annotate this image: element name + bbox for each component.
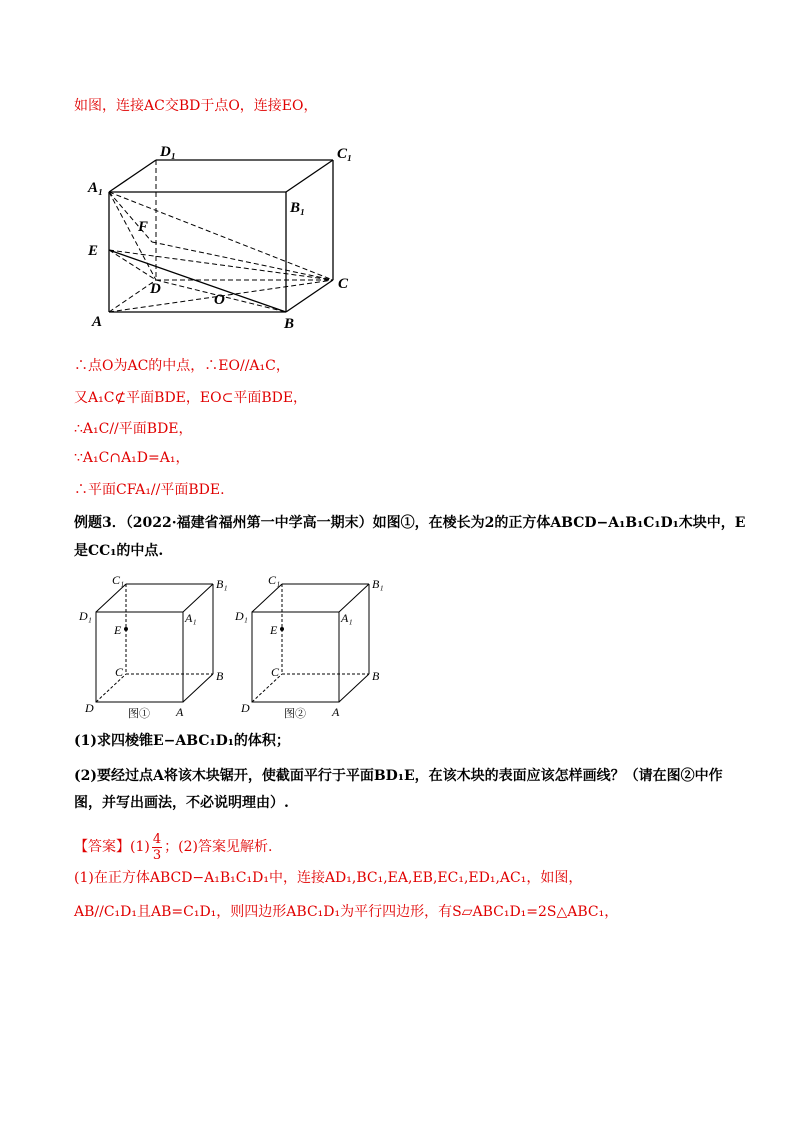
fig2-label-D1: D₁: [79, 609, 92, 623]
fig3-label-B: B: [372, 669, 380, 683]
solution-line-parallel: ∴A₁C//平面BDE，: [74, 421, 193, 437]
figure-cube-1: [76, 572, 226, 722]
question-2: (2)要经过点A将该木块锯开，使截面平行于平面BD₁E，在该木块的表面应该怎样画线？（请在图②中作: [74, 768, 723, 784]
fig2-label-B1: B₁: [216, 577, 228, 591]
example-3-title: 例题3．（2022·福建省福州第一中学高一期末）如图①，在棱长为2的正方体ABCD−A₁B₁C₁D₁木块中，E: [74, 515, 746, 531]
solution-part1-line1: (1)在正方体ABCD−A₁B₁C₁D₁中，连接AD₁,BC₁,EA,EB,EC₁,ED₁,AC₁，如图，: [74, 870, 583, 886]
fig2-label-A: A: [176, 705, 184, 719]
label-D1: D₁: [160, 144, 177, 160]
solution-line-intersection: ∵A₁C∩A₁D=A₁，: [74, 450, 190, 466]
fig2-caption: 图①: [128, 708, 150, 720]
fig3-label-B1: B₁: [372, 577, 384, 591]
fig2-label-B: B: [216, 669, 224, 683]
fig3-label-D1: D₁: [235, 609, 248, 623]
answer-suffix: ；(2)答案见解析.: [164, 839, 273, 855]
answer-fraction-numerator: 4: [152, 831, 162, 847]
fig2-label-D: D: [85, 701, 94, 715]
label-E: E: [88, 243, 99, 259]
answer-fraction: [152, 832, 162, 863]
label-A: A: [92, 314, 103, 330]
solution-line-connect: 如图，连接AC交BD于点O，连接EO，: [74, 98, 318, 114]
fig3-label-C1: C₁: [268, 573, 281, 587]
question-1: (1)求四棱锥E−ABC₁D₁的体积；: [74, 733, 290, 749]
fig2-label-C: C: [115, 665, 124, 679]
label-D: D: [150, 281, 161, 297]
fig3-label-E: E: [270, 623, 278, 637]
fig3-label-D: D: [241, 701, 250, 715]
label-B: B: [284, 316, 295, 332]
solution-line-not-in-plane: 又A₁C⊄平面BDE，EO⊂平面BDE，: [74, 390, 308, 406]
fig3-label-C: C: [271, 665, 280, 679]
solution-line-conclusion: ∴平面CFA₁//平面BDE.: [74, 482, 225, 498]
fig3-label-A: A: [332, 705, 340, 719]
example-3-continued: 是CC₁的中点.: [74, 543, 164, 559]
answer-line: [74, 830, 272, 864]
question-2-continued: 图，并写出画法，不必说明理由）.: [74, 795, 289, 811]
figure-cube-2: [232, 572, 382, 722]
label-B1: B₁: [290, 200, 306, 216]
answer-fraction-denominator: 3: [152, 847, 162, 863]
fig2-label-A1: A₁: [185, 611, 197, 625]
solution-part1-line2: AB//C₁D₁且AB=C₁D₁，则四边形ABC₁D₁为平行四边形，有S▱ABC₁D₁=2S△ABC₁，: [74, 904, 619, 920]
fig2-label-C1: C₁: [112, 573, 125, 587]
label-A1: A₁: [88, 180, 104, 196]
label-C1: C₁: [337, 146, 353, 162]
fig3-label-A1: A₁: [341, 611, 353, 625]
label-C: C: [338, 276, 349, 292]
label-F: F: [138, 219, 149, 235]
fig3-caption: 图②: [284, 708, 306, 720]
figure-cuboid: [80, 138, 370, 338]
label-O: O: [214, 292, 225, 308]
fig2-label-E: E: [114, 623, 122, 637]
answer-prefix: 【答案】(1): [74, 839, 150, 855]
solution-line-midpoint: ∴点O为AC的中点，∴EO//A₁C，: [74, 358, 290, 374]
